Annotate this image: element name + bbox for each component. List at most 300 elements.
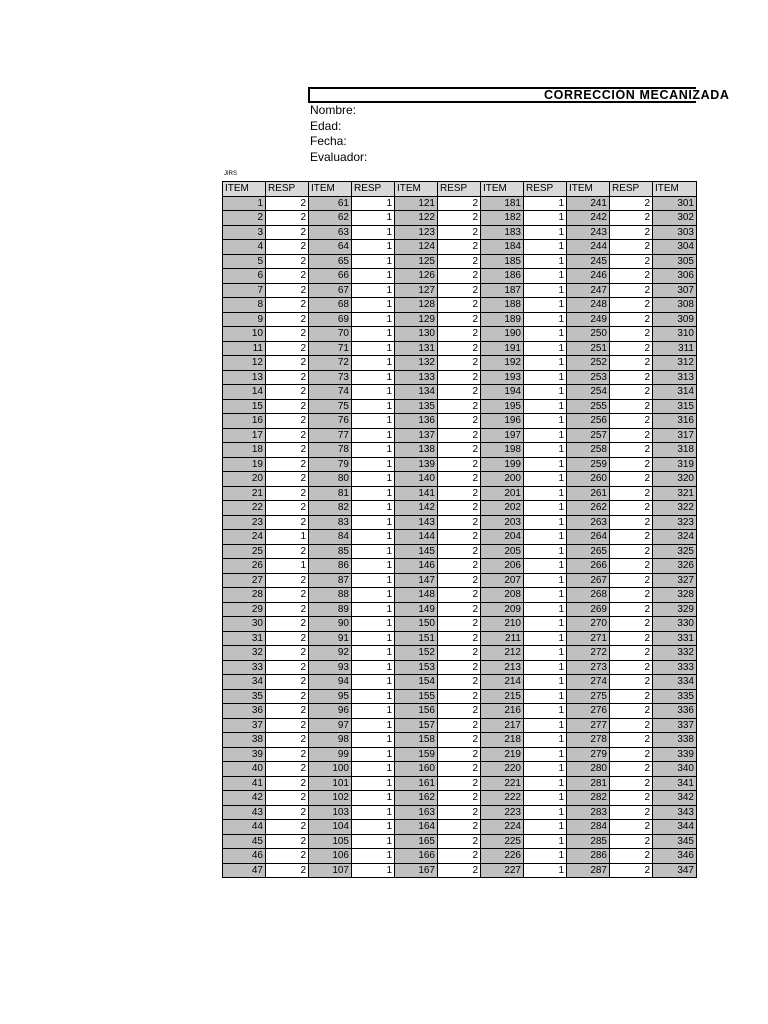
item-cell: 265 — [567, 544, 610, 559]
item-cell: 26 — [223, 559, 266, 574]
resp-cell: 2 — [438, 588, 481, 603]
column-header-item: ITEM — [223, 182, 266, 197]
item-cell: 324 — [653, 530, 697, 545]
resp-cell: 2 — [610, 515, 653, 530]
item-cell: 278 — [567, 733, 610, 748]
item-cell: 301 — [653, 196, 697, 211]
resp-cell: 1 — [352, 457, 395, 472]
item-cell: 196 — [481, 414, 524, 429]
item-cell: 81 — [309, 486, 352, 501]
item-cell: 224 — [481, 820, 524, 835]
resp-cell: 1 — [352, 443, 395, 458]
item-cell: 1 — [223, 196, 266, 211]
item-cell: 189 — [481, 312, 524, 327]
item-cell: 37 — [223, 718, 266, 733]
item-cell: 103 — [309, 805, 352, 820]
item-cell: 315 — [653, 399, 697, 414]
resp-cell: 2 — [438, 573, 481, 588]
table-row — [223, 544, 697, 559]
item-cell: 194 — [481, 385, 524, 400]
resp-cell: 2 — [266, 718, 309, 733]
resp-cell: 2 — [610, 544, 653, 559]
table-header-row — [223, 182, 697, 197]
resp-cell: 1 — [352, 689, 395, 704]
item-cell: 242 — [567, 211, 610, 226]
resp-cell: 1 — [352, 254, 395, 269]
item-cell: 18 — [223, 443, 266, 458]
table-row — [223, 573, 697, 588]
item-cell: 150 — [395, 617, 438, 632]
resp-cell: 2 — [610, 617, 653, 632]
resp-cell: 2 — [610, 457, 653, 472]
resp-cell: 1 — [352, 573, 395, 588]
item-cell: 282 — [567, 791, 610, 806]
resp-cell: 1 — [352, 559, 395, 574]
table-row — [223, 196, 697, 211]
table-row — [223, 211, 697, 226]
resp-cell: 1 — [524, 399, 567, 414]
item-cell: 310 — [653, 327, 697, 342]
item-cell: 220 — [481, 762, 524, 777]
resp-cell: 2 — [438, 341, 481, 356]
resp-cell: 1 — [524, 196, 567, 211]
item-cell: 84 — [309, 530, 352, 545]
item-cell: 247 — [567, 283, 610, 298]
item-cell: 319 — [653, 457, 697, 472]
field-nombre: Nombre: — [310, 103, 357, 117]
column-header-resp: RESP — [352, 182, 395, 197]
table-row — [223, 776, 697, 791]
resp-cell: 1 — [524, 457, 567, 472]
item-cell: 144 — [395, 530, 438, 545]
resp-cell: 2 — [438, 515, 481, 530]
item-cell: 137 — [395, 428, 438, 443]
table-row — [223, 515, 697, 530]
item-cell: 304 — [653, 240, 697, 255]
item-cell: 85 — [309, 544, 352, 559]
item-cell: 322 — [653, 501, 697, 516]
item-cell: 320 — [653, 472, 697, 487]
resp-cell: 1 — [524, 631, 567, 646]
resp-cell: 2 — [438, 863, 481, 878]
item-cell: 254 — [567, 385, 610, 400]
item-cell: 245 — [567, 254, 610, 269]
item-cell: 29 — [223, 602, 266, 617]
resp-cell: 2 — [266, 486, 309, 501]
resp-cell: 2 — [610, 211, 653, 226]
resp-cell: 2 — [610, 660, 653, 675]
resp-cell: 2 — [438, 385, 481, 400]
resp-cell: 1 — [524, 704, 567, 719]
resp-cell: 2 — [610, 312, 653, 327]
item-cell: 70 — [309, 327, 352, 342]
resp-cell: 2 — [266, 602, 309, 617]
item-cell: 307 — [653, 283, 697, 298]
item-cell: 340 — [653, 762, 697, 777]
resp-cell: 2 — [610, 486, 653, 501]
resp-cell: 2 — [266, 312, 309, 327]
resp-cell: 2 — [610, 747, 653, 762]
item-cell: 47 — [223, 863, 266, 878]
item-cell: 105 — [309, 834, 352, 849]
item-cell: 311 — [653, 341, 697, 356]
item-cell: 146 — [395, 559, 438, 574]
table-row — [223, 399, 697, 414]
resp-cell: 2 — [610, 834, 653, 849]
resp-cell: 1 — [524, 805, 567, 820]
resp-cell: 1 — [524, 312, 567, 327]
item-cell: 317 — [653, 428, 697, 443]
resp-cell: 1 — [524, 530, 567, 545]
item-cell: 277 — [567, 718, 610, 733]
resp-cell: 2 — [610, 588, 653, 603]
item-cell: 206 — [481, 559, 524, 574]
resp-cell: 1 — [524, 443, 567, 458]
resp-cell: 2 — [438, 370, 481, 385]
resp-cell: 2 — [438, 820, 481, 835]
title-box — [308, 87, 730, 103]
resp-cell: 1 — [524, 472, 567, 487]
item-cell: 133 — [395, 370, 438, 385]
item-cell: 214 — [481, 675, 524, 690]
resp-cell: 2 — [266, 254, 309, 269]
item-cell: 287 — [567, 863, 610, 878]
item-cell: 332 — [653, 646, 697, 661]
resp-cell: 1 — [352, 834, 395, 849]
item-cell: 182 — [481, 211, 524, 226]
item-cell: 65 — [309, 254, 352, 269]
table-row — [223, 588, 697, 603]
resp-cell: 2 — [438, 298, 481, 313]
item-cell: 193 — [481, 370, 524, 385]
resp-cell: 2 — [610, 385, 653, 400]
item-cell: 341 — [653, 776, 697, 791]
item-cell: 121 — [395, 196, 438, 211]
resp-cell: 1 — [524, 356, 567, 371]
item-cell: 98 — [309, 733, 352, 748]
item-cell: 333 — [653, 660, 697, 675]
item-cell: 188 — [481, 298, 524, 313]
item-cell: 264 — [567, 530, 610, 545]
item-cell: 217 — [481, 718, 524, 733]
answer-table — [222, 181, 697, 878]
item-cell: 136 — [395, 414, 438, 429]
item-cell: 125 — [395, 254, 438, 269]
item-cell: 159 — [395, 747, 438, 762]
resp-cell: 1 — [352, 341, 395, 356]
item-cell: 89 — [309, 602, 352, 617]
item-cell: 255 — [567, 399, 610, 414]
item-cell: 156 — [395, 704, 438, 719]
resp-cell: 2 — [610, 341, 653, 356]
item-cell: 86 — [309, 559, 352, 574]
resp-cell: 2 — [438, 718, 481, 733]
item-cell: 223 — [481, 805, 524, 820]
item-cell: 190 — [481, 327, 524, 342]
item-cell: 259 — [567, 457, 610, 472]
item-cell: 280 — [567, 762, 610, 777]
item-cell: 191 — [481, 341, 524, 356]
resp-cell: 1 — [524, 849, 567, 864]
resp-cell: 1 — [352, 269, 395, 284]
item-cell: 346 — [653, 849, 697, 864]
item-cell: 127 — [395, 283, 438, 298]
item-cell: 25 — [223, 544, 266, 559]
item-cell: 269 — [567, 602, 610, 617]
item-cell: 7 — [223, 283, 266, 298]
item-cell: 162 — [395, 791, 438, 806]
item-cell: 250 — [567, 327, 610, 342]
item-cell: 252 — [567, 356, 610, 371]
item-cell: 211 — [481, 631, 524, 646]
item-cell: 225 — [481, 834, 524, 849]
resp-cell: 2 — [438, 399, 481, 414]
item-cell: 181 — [481, 196, 524, 211]
table-row — [223, 689, 697, 704]
item-cell: 284 — [567, 820, 610, 835]
resp-cell: 1 — [524, 834, 567, 849]
item-cell: 124 — [395, 240, 438, 255]
item-cell: 334 — [653, 675, 697, 690]
resp-cell: 1 — [266, 530, 309, 545]
item-cell: 261 — [567, 486, 610, 501]
table-row — [223, 733, 697, 748]
table-row — [223, 602, 697, 617]
resp-cell: 1 — [524, 762, 567, 777]
item-cell: 244 — [567, 240, 610, 255]
resp-cell: 2 — [266, 501, 309, 516]
item-cell: 107 — [309, 863, 352, 878]
item-cell: 279 — [567, 747, 610, 762]
item-cell: 12 — [223, 356, 266, 371]
item-cell: 122 — [395, 211, 438, 226]
item-cell: 80 — [309, 472, 352, 487]
resp-cell: 2 — [610, 776, 653, 791]
item-cell: 266 — [567, 559, 610, 574]
item-cell: 73 — [309, 370, 352, 385]
resp-cell: 2 — [610, 602, 653, 617]
resp-cell: 1 — [352, 863, 395, 878]
table-row — [223, 428, 697, 443]
resp-cell: 2 — [438, 660, 481, 675]
resp-cell: 2 — [610, 269, 653, 284]
item-cell: 88 — [309, 588, 352, 603]
resp-cell: 2 — [438, 689, 481, 704]
resp-cell: 1 — [524, 718, 567, 733]
resp-cell: 1 — [524, 675, 567, 690]
item-cell: 142 — [395, 501, 438, 516]
item-cell: 313 — [653, 370, 697, 385]
resp-cell: 2 — [610, 414, 653, 429]
resp-cell: 1 — [352, 225, 395, 240]
table-row — [223, 805, 697, 820]
item-cell: 183 — [481, 225, 524, 240]
item-cell: 331 — [653, 631, 697, 646]
resp-cell: 1 — [352, 428, 395, 443]
resp-cell: 2 — [266, 791, 309, 806]
item-cell: 93 — [309, 660, 352, 675]
resp-cell: 1 — [524, 327, 567, 342]
resp-cell: 1 — [524, 602, 567, 617]
item-cell: 303 — [653, 225, 697, 240]
resp-cell: 2 — [266, 385, 309, 400]
field-edad: Edad: — [310, 118, 342, 133]
item-cell: 210 — [481, 617, 524, 632]
item-cell: 76 — [309, 414, 352, 429]
resp-cell: 2 — [266, 733, 309, 748]
table-row — [223, 718, 697, 733]
resp-cell: 2 — [438, 225, 481, 240]
resp-cell: 2 — [610, 820, 653, 835]
resp-cell: 2 — [266, 457, 309, 472]
resp-cell: 2 — [266, 356, 309, 371]
resp-cell: 2 — [610, 283, 653, 298]
resp-cell: 2 — [266, 298, 309, 313]
resp-cell: 2 — [610, 805, 653, 820]
resp-cell: 2 — [438, 356, 481, 371]
resp-cell: 2 — [610, 863, 653, 878]
resp-cell: 2 — [610, 733, 653, 748]
item-cell: 215 — [481, 689, 524, 704]
table-row — [223, 443, 697, 458]
table-row — [223, 501, 697, 516]
resp-cell: 1 — [266, 559, 309, 574]
resp-cell: 1 — [352, 501, 395, 516]
resp-cell: 1 — [524, 298, 567, 313]
resp-cell: 1 — [524, 254, 567, 269]
resp-cell: 2 — [438, 834, 481, 849]
item-cell: 158 — [395, 733, 438, 748]
resp-cell: 2 — [438, 414, 481, 429]
resp-cell: 2 — [266, 617, 309, 632]
table-row — [223, 631, 697, 646]
item-cell: 83 — [309, 515, 352, 530]
resp-cell: 2 — [438, 675, 481, 690]
table-row — [223, 486, 697, 501]
item-cell: 140 — [395, 472, 438, 487]
resp-cell: 2 — [438, 501, 481, 516]
column-header-item: ITEM — [395, 182, 438, 197]
resp-cell: 2 — [266, 588, 309, 603]
table-row — [223, 762, 697, 777]
item-cell: 248 — [567, 298, 610, 313]
table-row — [223, 791, 697, 806]
resp-cell: 2 — [438, 443, 481, 458]
item-cell: 97 — [309, 718, 352, 733]
item-cell: 91 — [309, 631, 352, 646]
item-cell: 286 — [567, 849, 610, 864]
item-cell: 104 — [309, 820, 352, 835]
item-cell: 204 — [481, 530, 524, 545]
item-cell: 129 — [395, 312, 438, 327]
item-cell: 44 — [223, 820, 266, 835]
resp-cell: 2 — [610, 254, 653, 269]
resp-cell: 2 — [266, 428, 309, 443]
item-cell: 66 — [309, 269, 352, 284]
resp-cell: 1 — [524, 747, 567, 762]
resp-cell: 2 — [438, 211, 481, 226]
resp-cell: 2 — [610, 675, 653, 690]
item-cell: 78 — [309, 443, 352, 458]
item-cell: 157 — [395, 718, 438, 733]
resp-cell: 1 — [524, 211, 567, 226]
item-cell: 208 — [481, 588, 524, 603]
resp-cell: 2 — [266, 747, 309, 762]
item-cell: 337 — [653, 718, 697, 733]
item-cell: 9 — [223, 312, 266, 327]
resp-cell: 2 — [266, 443, 309, 458]
resp-cell: 1 — [352, 776, 395, 791]
resp-cell: 1 — [524, 617, 567, 632]
resp-cell: 2 — [610, 559, 653, 574]
resp-cell: 1 — [352, 820, 395, 835]
table-row — [223, 457, 697, 472]
resp-cell: 2 — [438, 805, 481, 820]
item-cell: 40 — [223, 762, 266, 777]
resp-cell: 2 — [266, 849, 309, 864]
item-cell: 263 — [567, 515, 610, 530]
item-cell: 187 — [481, 283, 524, 298]
resp-cell: 2 — [266, 544, 309, 559]
resp-cell: 2 — [266, 211, 309, 226]
item-cell: 338 — [653, 733, 697, 748]
resp-cell: 1 — [352, 515, 395, 530]
item-cell: 11 — [223, 341, 266, 356]
item-cell: 160 — [395, 762, 438, 777]
resp-cell: 1 — [524, 791, 567, 806]
table-row — [223, 225, 697, 240]
item-cell: 41 — [223, 776, 266, 791]
item-cell: 321 — [653, 486, 697, 501]
resp-cell: 1 — [524, 269, 567, 284]
resp-cell: 2 — [438, 747, 481, 762]
resp-cell: 2 — [266, 240, 309, 255]
resp-cell: 2 — [266, 370, 309, 385]
table-row — [223, 849, 697, 864]
column-header-resp: RESP — [524, 182, 567, 197]
item-cell: 75 — [309, 399, 352, 414]
resp-cell: 2 — [438, 646, 481, 661]
resp-cell: 1 — [352, 602, 395, 617]
table-row — [223, 530, 697, 545]
resp-cell: 2 — [610, 196, 653, 211]
resp-cell: 2 — [266, 660, 309, 675]
item-cell: 345 — [653, 834, 697, 849]
resp-cell: 2 — [266, 327, 309, 342]
item-cell: 213 — [481, 660, 524, 675]
item-cell: 61 — [309, 196, 352, 211]
item-cell: 273 — [567, 660, 610, 675]
resp-cell: 2 — [266, 646, 309, 661]
resp-cell: 2 — [438, 791, 481, 806]
item-cell: 3 — [223, 225, 266, 240]
item-cell: 152 — [395, 646, 438, 661]
resp-cell: 2 — [266, 414, 309, 429]
resp-cell: 1 — [352, 370, 395, 385]
item-cell: 2 — [223, 211, 266, 226]
resp-cell: 1 — [352, 486, 395, 501]
item-cell: 222 — [481, 791, 524, 806]
item-cell: 308 — [653, 298, 697, 313]
item-cell: 154 — [395, 675, 438, 690]
table-row — [223, 675, 697, 690]
item-cell: 99 — [309, 747, 352, 762]
table-row — [223, 559, 697, 574]
item-cell: 329 — [653, 602, 697, 617]
item-cell: 312 — [653, 356, 697, 371]
resp-cell: 2 — [438, 602, 481, 617]
item-cell: 306 — [653, 269, 697, 284]
